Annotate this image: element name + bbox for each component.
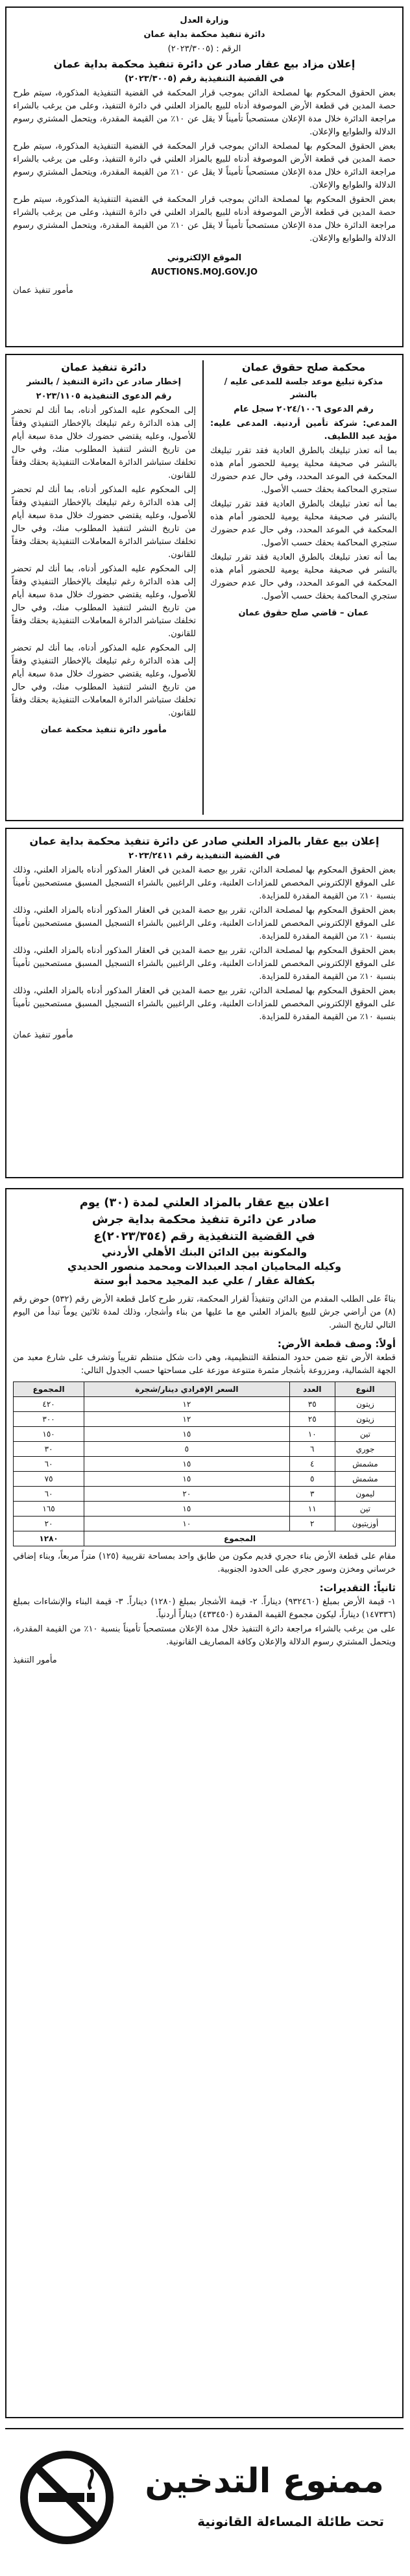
notice-title: إعلان مزاد بيع عقار صادر عن دائرة تنفيذ محكمة بداية عمان <box>53 58 356 70</box>
notice-footer: عمان – قاضي صلح حقوق عمان <box>238 608 369 618</box>
notice-intro: بناءً على الطلب المقدم من الدائن وتنفيذاً لقرار المحكمة، تقرر طرح كامل قطعة الأرض رقم (٥٣٢) حوض رقم (٨) من أراضي جرش للبيع بالمزاد العلني مع ما عليها من بناء وأشجار، وذلك لمدة ثلاثين يوماً تبدأ من اليوم التالي لتاريخ النشر. <box>13 1294 396 1330</box>
table-row <box>14 1487 396 1502</box>
land-description: قطعة الأرض تقع ضمن حدود المنطقة التنظيمية، وهي ذات شكل منتظم تقريباً وتشرف على شارع معبد من الجهة الشمالية، ومزروعة بأشجار مثمرة متنوعة موزعة على مساحتها حسب الجدول التالي: <box>13 1353 396 1376</box>
notice-amman-court-auction <box>5 6 404 347</box>
court-name: محكمة صلح حقوق عمان <box>241 361 366 373</box>
table-header: السعر الإفرادي دينار/شجرة <box>84 1382 289 1397</box>
building-description: مقام على قطعة الأرض بناء حجري قديم مكون من طابق واحد بمساحة تقريبية (١٢٥) متراً مربعاً، وبناء إضافي خرساني ومخزن وسور حجري على الحدود الجنوبية. <box>13 1552 396 1574</box>
table-cell: ١٥ <box>84 1427 289 1442</box>
section-estimates: ثانياً: التقديرات: <box>319 1582 396 1594</box>
notice-title: إعلان بيع عقار بالمزاد العلني صادر عن دائرة تنفيذ محكمة بداية عمان <box>29 835 380 847</box>
table-cell: جوري <box>335 1442 395 1457</box>
notice-body: إلى المحكوم عليه المذكور أدناه، بما أنك لم تحضر إلى هذه الدائرة رغم تبليغك بالإخطار التنفيذي وفقاً للأصول، وعليه يقتضي حضورك خلال مدة سبعة أيام من تاريخ النشر لتنفيذ المطلوب منك، وفي حال تخلفك ستباشر الدائرة المعاملات التنفيذية بحقك وفقاً للقانون. <box>12 406 196 480</box>
notice-body: بعض الحقوق المحكوم بها لمصلحة الدائن بموجب قرار المحكمة في القضية التنفيذية المذكورة، سيتم طرح حصة المدين في قطعة الأرض الموصوفة أدناه للبيع بالمزاد العلني في دائرة التنفيذ، وعلى من يرغب بالشراء مراجعة الدائرة خلال مدة الإعلان مستصحباً تأميناً لا يقل عن ١٠٪ من القيمة المقدرة، ويتحمل المشتري رسوم الدلالة والطوابع والإعلان. <box>13 88 396 137</box>
notice-body: بعض الحقوق المحكوم بها لمصلحة الدائن، تقرر بيع حصة المدين في العقار المذكور أدناه بالمزاد العلني، وذلك على الموقع الإلكتروني المخصص للمزادات العلنية، وعلى الراغبين بالشراء التسجيل المسبق مستصحبين تأميناً بنسبة ١٠٪ من القيمة المقدرة للمزايدة. <box>13 906 396 941</box>
table-cell: ١١ <box>289 1502 335 1517</box>
ban-title: ممنوع التدخين <box>145 2462 384 2501</box>
court-name: دائرة تنفيذ محكمة بداية عمان <box>143 30 265 40</box>
table-row <box>14 1517 396 1531</box>
table-header: المجموع <box>14 1382 84 1397</box>
notice-body: بعض الحقوق المحكوم بها لمصلحة الدائن بموجب قرار المحكمة في القضية التنفيذية المذكورة، سيتم طرح حصة المدين في قطعة الأرض الموصوفة أدناه للبيع بالمزاد العلني في دائرة التنفيذ، وعلى من يرغب بالشراء مراجعة الدائرة خلال مدة الإعلان مستصحباً تأميناً لا يقل عن ١٠٪ من القيمة المقدرة، ويتحمل المشتري رسوم الدلالة والطوابع والإعلان. <box>13 195 396 243</box>
table-row <box>14 1442 396 1457</box>
notice-hearing-summons <box>205 355 402 820</box>
notice-electronic-auction <box>5 828 404 1178</box>
notice-title: إخطار صادر عن دائرة التنفيذ / بالنشر <box>26 377 182 387</box>
table-cell: زيتون <box>335 1412 395 1427</box>
case-number: في القضية التنفيذية رقم (٢٠٢٣/٣٠٠٥) <box>125 74 284 84</box>
table-cell: ١٥٠ <box>14 1427 84 1442</box>
table-cell: ١٥ <box>84 1472 289 1487</box>
table-total-value: ١٢٨٠ <box>14 1531 84 1546</box>
table-row <box>14 1412 396 1427</box>
no-smoking-icon <box>18 2449 115 2546</box>
table-cell: مشمش <box>335 1472 395 1487</box>
notice-jerash-auction <box>5 1188 404 2418</box>
table-cell: ١٢ <box>84 1397 289 1412</box>
table-cell: ٣٠٠ <box>14 1412 84 1427</box>
debtor: بكفالة عقار / علي عبد المجيد محمد أبو ستة <box>93 1274 315 1287</box>
website-label: الموقع الإلكتروني <box>167 253 242 263</box>
table-cell: ١٢ <box>84 1412 289 1427</box>
table-total-label: المجموع <box>84 1531 396 1546</box>
file-reference: الرقم : (٢٠٢٣/٣٠٠٥) <box>167 44 241 54</box>
notice-body: إلى المحكوم عليه المذكور أدناه، بما أنك لم تحضر إلى هذه الدائرة رغم تبليغك بالإخطار التنفيذي وفقاً للأصول، وعليه يقتضي حضورك خلال مدة سبعة أيام من تاريخ النشر لتنفيذ المطلوب منك، وفي حال تخلفك ستباشر الدائرة المعاملات التنفيذية بحقك وفقاً للقانون. <box>12 485 196 560</box>
table-cell: ٢٠ <box>14 1517 84 1531</box>
notice-body: بعض الحقوق المحكوم بها لمصلحة الدائن، تقرر بيع حصة المدين في العقار المذكور أدناه بالمزاد العلني، وذلك على الموقع الإلكتروني المخصص للمزادات العلنية، وعلى الراغبين بالشراء التسجيل المسبق مستصحبين تأميناً بنسبة ١٠٪ من القيمة المقدرة للمزايدة. <box>13 986 396 1022</box>
table-cell: ٧٥ <box>14 1472 84 1487</box>
case-number: في القضية التنفيذية رقم ٢٠٢٣/٢٤١١ <box>128 851 280 861</box>
table-cell: ٢٠ <box>84 1487 289 1502</box>
creditor: والمكونة بين الدائن البنك الأهلي الأردني <box>101 1246 308 1258</box>
table-cell: تين <box>335 1427 395 1442</box>
column-divider <box>202 360 204 815</box>
table-row <box>14 1397 396 1412</box>
table-cell: ١٠ <box>84 1517 289 1531</box>
creditor-lawyers: وكيله المحاميان امجد العبدالات ومحمد منصور الحديدي <box>67 1260 342 1272</box>
table-cell: ٢٥ <box>289 1412 335 1427</box>
table-cell: ١٥ <box>84 1457 289 1472</box>
table-cell: مشمش <box>335 1457 395 1472</box>
notice-footer: مأمور التنفيذ <box>13 1655 57 1665</box>
estimates: ١- قيمة الأرض بمبلغ (٩٣٢٤٦٠) ديناراً. ٢- قيمة الأشجار بمبلغ (١٢٨٠) ديناراً. ٣- قيمة البناء والإنشاءات بمبلغ (١٤٧٣٣٦) ديناراً، ليكون مجموع القيمة المقدرة (٤٣٣٤٥٠) ديناراً أردنياً. <box>13 1597 396 1620</box>
notice-body: بما أنه تعذر تبليغك بالطرق العادية فقد تقرر تبليغك بالنشر في صحيفة محلية يومية للحضور أمام هذه المحكمة في الموعد المحدد، وفي حال عدم حضورك ستجري المحاكمة بحقك حسب الأصول. <box>210 552 397 601</box>
table-cell: ٤ <box>289 1457 335 1472</box>
notice-footer: مأمور دائرة تنفيذ محكمة عمان <box>41 725 167 735</box>
table-header: العدد <box>289 1382 335 1397</box>
table-row <box>14 1472 396 1487</box>
table-cell: ٥ <box>84 1442 289 1457</box>
notice-execution-warning <box>6 355 201 820</box>
case-number: رقم الدعوى ٢٠٢٤/١٠٠٦ سجل عام <box>234 404 374 414</box>
case-number: رقم الدعوى التنفيذية ٢٠٢٣/١١٠٥ <box>36 391 172 401</box>
ministry-name: وزارة العدل <box>180 16 229 25</box>
notice-body: بعض الحقوق المحكوم بها لمصلحة الدائن، تقرر بيع حصة المدين في العقار المذكور أدناه بالمزاد العلني، وذلك على الموقع الإلكتروني المخصص للمزادات العلنية، وعلى الراغبين بالشراء التسجيل المسبق مستصحبين تأميناً بنسبة ١٠٪ من القيمة المقدرة للمزايدة. <box>13 946 396 982</box>
notice-body: بما أنه تعذر تبليغك بالطرق العادية فقد تقرر تبليغك بالنشر في صحيفة محلية يومية للحضور أمام هذه المحكمة في الموعد المحدد، وفي حال عدم حضورك ستجري المحاكمة بحقك حسب الأصول. <box>210 499 397 548</box>
table-cell: ٢ <box>289 1517 335 1531</box>
table-row <box>14 1427 396 1442</box>
notice-body: إلى المحكوم عليه المذكور أدناه، بما أنك لم تحضر إلى هذه الدائرة رغم تبليغك بالإخطار التنفيذي وفقاً للأصول، وعليه يقتضي حضورك خلال مدة سبعة أيام من تاريخ النشر لتنفيذ المطلوب منك، وفي حال تخلفك ستباشر الدائرة المعاملات التنفيذية بحقك وفقاً للقانون. <box>12 564 196 639</box>
parties: المدعي: شركة تأمين أردنية. المدعى عليه: مؤيد عبد اللطيف. <box>210 419 397 441</box>
section-land-description: أولاً: وصف قطعة الأرض: <box>277 1338 396 1350</box>
table-cell: ليمون <box>335 1487 395 1502</box>
closing-text: على من يرغب بالشراء مراجعة دائرة التنفيذ خلال مدة الإعلان مستصحباً تأميناً بنسبة ١٠٪ من القيمة المقدرة، ويتحمل المشتري رسوم الدلالة والإعلان وكافة المصاريف القانونية. <box>13 1624 396 1647</box>
table-cell: ٣٥ <box>289 1397 335 1412</box>
notice-footer: مأمور تنفيذ عمان <box>13 1030 73 1040</box>
table-cell: ٦٠ <box>14 1487 84 1502</box>
trees-table <box>13 1381 396 1546</box>
notice-subtitle: صادر عن دائرة تنفيذ محكمة بداية جرش <box>91 1213 317 1226</box>
notice-body: بعض الحقوق المحكوم بها لمصلحة الدائن بموجب قرار المحكمة في القضية التنفيذية المذكورة، سيتم طرح حصة المدين في قطعة الأرض الموصوفة أدناه للبيع بالمزاد العلني في دائرة التنفيذ، وعلى من يرغب بالشراء مراجعة الدائرة خلال مدة الإعلان مستصحباً تأميناً لا يقل عن ١٠٪ من القيمة المقدرة، ويتحمل المشتري رسوم الدلالة والطوابع والإعلان. <box>13 142 396 190</box>
table-cell: ٦٠ <box>14 1457 84 1472</box>
notice-body: بعض الحقوق المحكوم بها لمصلحة الدائن، تقرر بيع حصة المدين في العقار المذكور أدناه بالمزاد العلني، وذلك على الموقع الإلكتروني المخصص للمزادات العلنية، وعلى الراغبين بالشراء التسجيل المسبق مستصحبين تأميناً بنسبة ١٠٪ من القيمة المقدرة للمزايدة. <box>13 865 396 901</box>
table-cell: ١٦٥ <box>14 1502 84 1517</box>
ban-subtitle: تحت طائلة المساءلة القانونية <box>197 2514 384 2529</box>
notice-footer: مأمور تنفيذ عمان <box>13 286 73 295</box>
case-number: في القضية التنفيذية رقم (٢٠٢٣/٣٥٤)ع <box>93 1230 315 1243</box>
notice-title: مذكرة تبليغ موعد جلسة للمدعى عليه / بالنشر <box>224 377 383 400</box>
notice-title: اعلان بيع عقار بالمزاد العلني لمدة (٣٠) يوم <box>79 1196 330 1209</box>
two-column-notices <box>5 354 404 821</box>
table-cell: ٦ <box>289 1442 335 1457</box>
table-header: النوع <box>335 1382 395 1397</box>
table-cell: ١٥ <box>84 1502 289 1517</box>
website-link[interactable]: AUCTIONS.MOJ.GOV.JO <box>151 267 258 277</box>
notice-body: بما أنه تعذر تبليغك بالطرق العادية فقد تقرر تبليغك بالنشر في صحيفة محلية يومية للحضور أمام هذه المحكمة في الموعد المحدد، وفي حال عدم حضورك ستجري المحاكمة بحقك حسب الأصول. <box>210 446 397 495</box>
table-row <box>14 1502 396 1517</box>
court-name: دائرة تنفيذ عمان <box>61 361 147 373</box>
table-cell: ٣٠ <box>14 1442 84 1457</box>
table-cell: أوزيتيون <box>335 1517 395 1531</box>
table-cell: ٤٢٠ <box>14 1397 84 1412</box>
table-cell: زيتون <box>335 1397 395 1412</box>
table-cell: ٣ <box>289 1487 335 1502</box>
table-row <box>14 1457 396 1472</box>
table-cell: تين <box>335 1502 395 1517</box>
notice-body: إلى المحكوم عليه المذكور أدناه، بما أنك لم تحضر إلى هذه الدائرة رغم تبليغك بالإخطار التنفيذي وفقاً للأصول، وعليه يقتضي حضورك خلال مدة سبعة أيام من تاريخ النشر لتنفيذ المطلوب منك، وفي حال تخلفك ستباشر الدائرة المعاملات التنفيذية بحقك وفقاً للقانون. <box>12 643 196 718</box>
table-cell: ١٠ <box>289 1427 335 1442</box>
no-smoking-banner <box>5 2428 404 2566</box>
table-cell: ٥ <box>289 1472 335 1487</box>
